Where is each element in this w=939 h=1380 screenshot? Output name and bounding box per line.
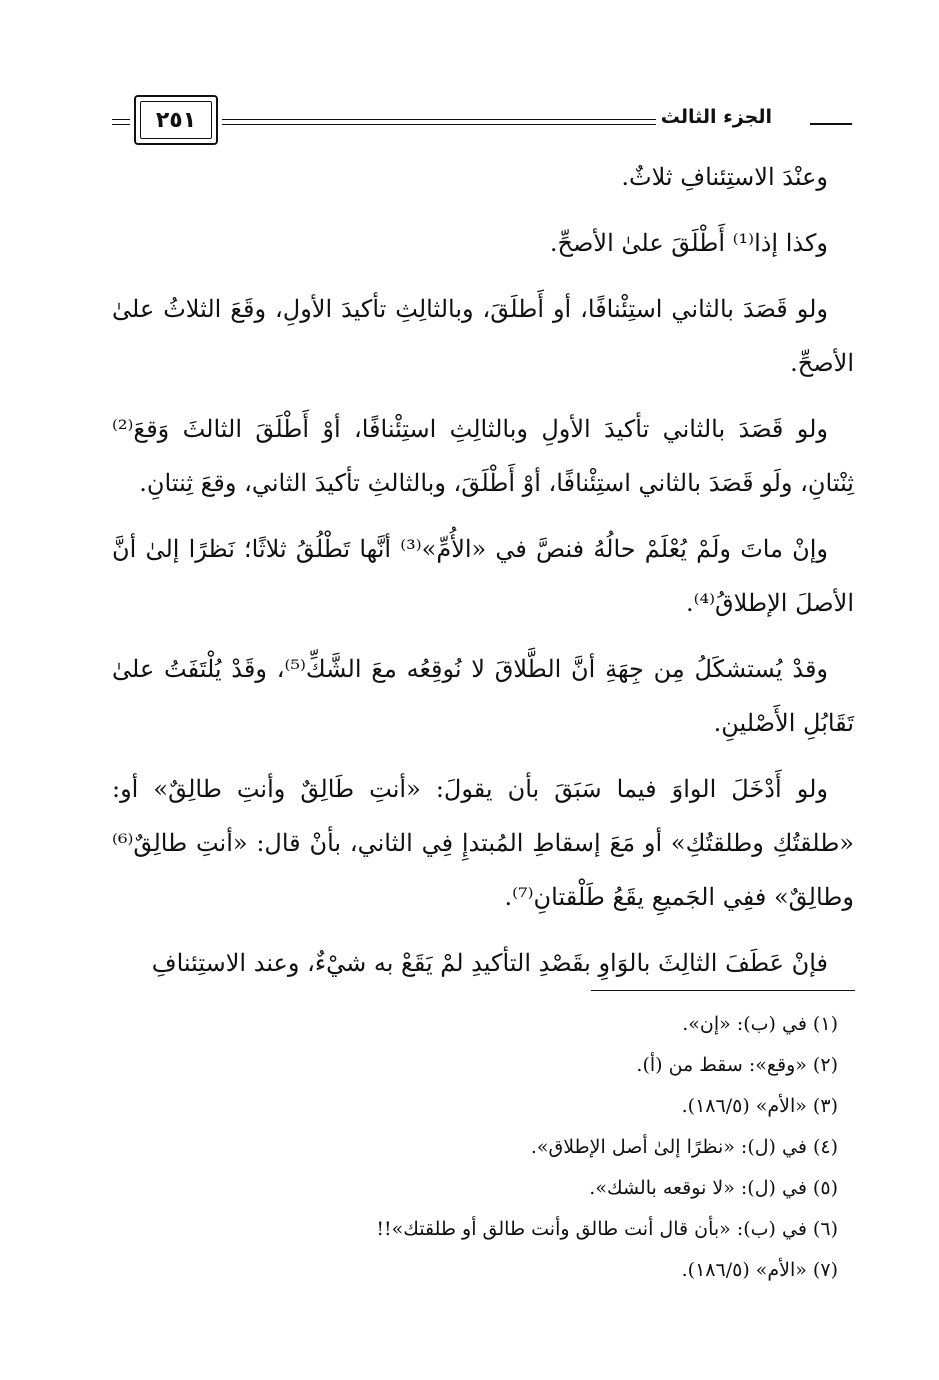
running-header — [112, 92, 852, 152]
footnote: (٥) في (ل): «لا نوقعه بالشك». — [589, 1177, 838, 1199]
paragraph: ولو قَصَدَ بالثاني استِئْنافًا، أو أَطلَقَ، وبالثالِثِ تأكيدَ الأولِ، وقَعَ الثلاثُ علىٰ الأصحِّ. — [112, 295, 854, 377]
page-number-frame — [134, 95, 218, 145]
header-title: الجزء الثالث — [660, 106, 772, 128]
footnote: (٣) «الأم» (١٨٦/٥). — [681, 1095, 838, 1117]
footnote-separator — [591, 990, 855, 991]
paragraph: وقدْ يُستشكَلُ مِن جِهَةِ أنَّ الطَّلاقَ لا نُوقِعُه معَ الشَّكِّ⁽⁵⁾، وقَدْ يُلْتَفَتُ علىٰ تَقَابُلِ الأَصْلينِ. — [112, 655, 854, 737]
footnote: (٧) «الأم» (١٨٦/٥). — [681, 1259, 838, 1281]
header-rule — [222, 119, 656, 125]
page-number: ٢٥١ — [140, 101, 212, 139]
paragraph: وعنْدَ الاستِئنافِ ثلاثٌ. — [621, 163, 828, 191]
footnote: (٤) في (ل): «نظرًا إلىٰ أصل الإطلاق». — [530, 1136, 838, 1158]
header-rule-end — [112, 119, 130, 125]
header-dash — [810, 123, 852, 125]
footnote: (١) في (ب): «إن». — [682, 1013, 838, 1035]
paragraph: ولو أَدْخَلَ الواوَ فيما سَبَقَ بأن يقولَ: «أنتِ طَالِقٌ وأنتِ طالِقٌ» أو: «طلقتُكِ وطلقتُكِ» أو مَعَ إسقاطِ المُبتدإِ فِي الثاني، بأنْ قال: «أنتِ طالِقٌ⁽⁶⁾ وطالِقٌ» ففِي الجَميعِ يقَعُ طَلْقتانِ⁽⁷⁾. — [112, 775, 854, 911]
paragraph: فإنْ عَطَفَ الثالِثَ بالوَاوِ بقَصْدِ التأكيدِ لمْ يَقَعْ به شيْءٌ، وعند الاستِئنافِ — [151, 949, 828, 977]
footnotes — [112, 1004, 854, 1291]
paragraph: وإنْ ماتَ ولَمْ يُعْلَمْ حالُهُ فنصَّ في «الأُمِّ»⁽³⁾ أنَّها تَطْلُقُ ثلاثًا؛ نَظرًا إلىٰ أنَّ الأصلَ الإطلاقُ⁽⁴⁾. — [112, 535, 854, 617]
footnote: (٦) في (ب): «بأن قال أنت طالق وأنت طالق أو طلقتك»!! — [376, 1218, 838, 1240]
paragraph: ولو قَصَدَ بالثاني تأكيدَ الأولِ وبالثالِثِ استِئْنافًا، أوْ أَطْلَقَ الثالثَ وَقعَ⁽²⁾ ثِنْتانِ، ولَو قَصَدَ بالثاني استِئْنافًا، أوْ أَطْلَقَ، وبالثالثِ تأكيدَ الثاني، وقعَ ثِنتانِ. — [112, 415, 854, 497]
footnote: (٢) «وقع»: سقط من (أ). — [636, 1054, 838, 1076]
main-text — [112, 150, 854, 1002]
paragraph: وكذا إذا⁽¹⁾ أَطْلَقَ علىٰ الأصحِّ. — [549, 229, 828, 257]
